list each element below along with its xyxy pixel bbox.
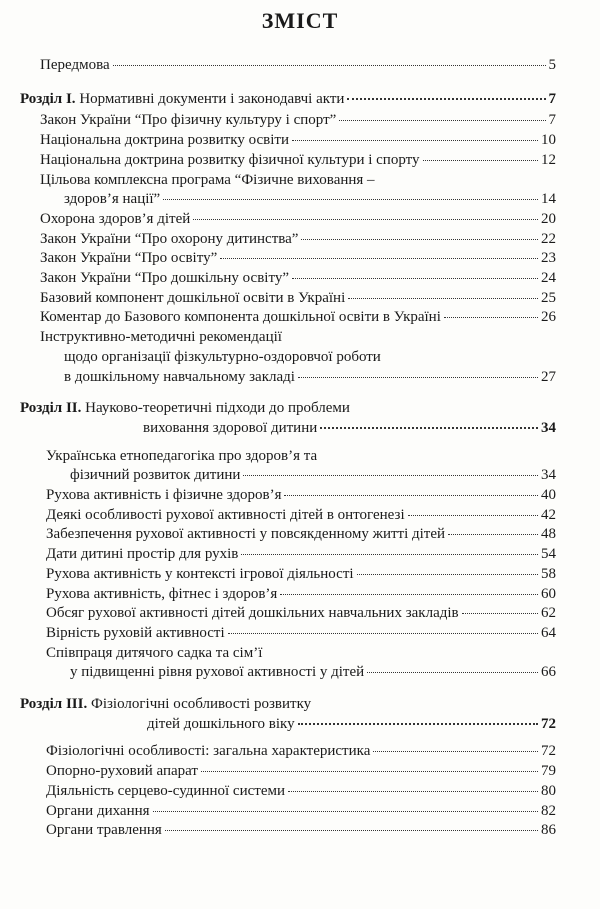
toc-entry-title [46, 525, 445, 543]
toc-entry-title [64, 368, 295, 386]
toc-entry-text: в дошкільному навчальному закладі [64, 368, 295, 385]
section-title: Нормативні документи і законодавчі акти [79, 90, 345, 107]
toc-page-number: 82 [541, 802, 556, 819]
toc-entry-title [46, 742, 370, 760]
dot-leader [357, 574, 538, 575]
intro-title: Передмова [40, 57, 110, 73]
toc-page-number: 26 [541, 309, 556, 326]
toc-entry-title [40, 269, 289, 287]
toc-entry-text: Рухова активність, фітнес і здоров’я [46, 585, 278, 602]
dot-leader [292, 140, 538, 141]
toc-entry[interactable] [46, 742, 556, 760]
dot-leader [243, 475, 538, 476]
toc-entry-text: фізичний розвиток дитини [70, 467, 241, 484]
toc-entry-title [46, 762, 198, 780]
dot-leader [367, 672, 538, 673]
toc-entry[interactable] [46, 545, 556, 563]
toc-page-number: 66 [541, 664, 556, 681]
toc-entry-text: щодо організації фізкультурно-оздоровчої роботи [64, 348, 381, 365]
dot-leader [220, 258, 538, 259]
toc-entry[interactable] [40, 289, 556, 307]
toc-section-heading[interactable] [20, 90, 556, 108]
toc-entry-title [40, 289, 345, 307]
toc-entry[interactable] [40, 210, 556, 228]
toc-entry-title [40, 230, 298, 248]
toc-entry-title [46, 486, 281, 504]
dot-leader [292, 278, 538, 279]
dot-leader [301, 239, 538, 240]
dot-leader [280, 594, 538, 595]
dot-leader [153, 811, 538, 812]
dot-leader [444, 317, 538, 318]
toc-page-number: 62 [541, 605, 556, 622]
section-label: Розділ III. [20, 696, 88, 712]
toc-page-number: 79 [541, 763, 556, 780]
toc-page-number: 58 [541, 565, 556, 582]
toc-page-number: 12 [541, 151, 556, 168]
toc-entry-text: Рухова активність і фізичне здоров’я [46, 487, 282, 503]
toc-entry[interactable] [46, 821, 556, 839]
toc-page-number: 10 [541, 132, 556, 149]
toc-entry-text: Діяльність серцево-судинної системи [46, 782, 286, 799]
toc-page-number: 72 [541, 743, 556, 760]
toc-entry-text: Вірність руховій активності [46, 624, 225, 641]
toc-entry-text: Національна доктрина розвитку фізичної культури і спорту [40, 151, 420, 168]
toc-entry[interactable] [40, 151, 556, 169]
toc-entry-title [46, 624, 225, 642]
toc-page-number: 72 [541, 715, 556, 732]
toc-entry-text: Рухова активність у контексті ігрової діяльності [46, 565, 354, 582]
toc-entry-text: Закон України “Про охорону дитинства” [40, 230, 299, 247]
toc-page-number: 34 [541, 419, 556, 436]
toc-entry[interactable] [46, 506, 556, 524]
dot-leader [448, 534, 538, 535]
toc-entry-text: Охорона здоров’я дітей [40, 210, 191, 227]
toc-entry-line [40, 171, 375, 189]
toc-entry-text: Органи травлення [46, 822, 162, 839]
toc-entry[interactable] [46, 565, 556, 583]
toc-entry-text: Коментар до Базового компонента дошкільної освіти в Україні [40, 309, 441, 326]
dot-leader [113, 65, 546, 66]
dot-leader [284, 495, 538, 496]
toc-entry-text: Забезпечення рухової активності у повсякденному житті дітей [46, 526, 446, 543]
toc-entry[interactable] [40, 230, 556, 248]
dot-leader [347, 98, 545, 100]
toc-entry-title [46, 565, 354, 583]
toc-entry-text: Цільова комплексна програма “Фізичне виховання – [40, 171, 375, 188]
toc-entry-title [143, 419, 317, 437]
section-title: Науково-теоретичні підходи до проблеми [85, 400, 350, 417]
toc-entry[interactable] [70, 466, 556, 484]
toc-page-number: 20 [541, 210, 556, 227]
toc-entry[interactable] [40, 249, 556, 267]
dot-leader [462, 613, 538, 614]
toc-entry[interactable] [46, 486, 556, 504]
toc-entry-text: Національна доктрина розвитку освіти [40, 132, 289, 149]
toc-entry[interactable] [64, 368, 556, 386]
toc-page-number: 27 [541, 368, 556, 385]
toc-entry[interactable] [46, 525, 556, 543]
toc-page-number: 60 [541, 585, 556, 602]
toc-entry[interactable] [40, 269, 556, 287]
toc-entry-title [40, 308, 441, 326]
toc-entry-title [46, 585, 277, 603]
dot-leader [165, 830, 538, 831]
dot-leader [339, 120, 545, 121]
toc-entry-text: Закон України “Про дошкільну освіту” [40, 270, 289, 286]
toc-page-number: 54 [541, 546, 556, 563]
dot-leader [241, 554, 538, 555]
toc-entry-title [46, 782, 285, 800]
toc-entry-text: здоров’я нації” [64, 191, 161, 208]
toc-entry-line [46, 644, 262, 662]
toc-entry-line [20, 695, 311, 713]
toc-entry[interactable] [46, 585, 556, 603]
toc-entry-title [20, 90, 344, 108]
toc-entry[interactable] [64, 190, 556, 208]
toc-page-number: 5 [548, 57, 556, 73]
toc-entry-title [46, 604, 459, 622]
toc-entry-title [40, 210, 190, 228]
toc-entry-text: Українська етнопедагогіка про здоров’я та [46, 447, 318, 464]
toc-page-number: 86 [541, 822, 556, 839]
toc-entry-title [147, 715, 295, 733]
toc-entry-text: у підвищенні рівня рухової активності у дітей [70, 664, 365, 681]
toc-entry-title [40, 111, 336, 129]
toc-page-number: 34 [541, 467, 556, 484]
dot-leader [288, 791, 538, 792]
dot-leader [298, 723, 538, 725]
section-label: Розділ II. [20, 400, 82, 417]
toc-entry-title [70, 663, 364, 681]
toc-entry-text: Співпраця дитячого садка та сім’ї [46, 644, 263, 661]
dot-leader [348, 298, 538, 299]
toc-entry[interactable] [46, 624, 556, 642]
toc-page-number: 48 [541, 526, 556, 543]
toc-entry[interactable] [46, 802, 556, 820]
toc-entry[interactable] [70, 663, 556, 681]
toc-page-number: 14 [541, 191, 556, 208]
toc-entry[interactable] [46, 762, 556, 780]
toc-entry-title [40, 56, 110, 74]
dot-leader [320, 427, 538, 429]
toc-entry-line [40, 328, 282, 346]
toc-entry[interactable] [40, 56, 556, 74]
toc-entry-text: Дати дитині простір для рухів [46, 546, 239, 563]
toc-page-number: 23 [541, 250, 556, 267]
toc-entry-text: Закон України “Про освіту” [40, 250, 218, 267]
toc-entry-text: Фізіологічні особливості: загальна характеристика [46, 743, 371, 760]
dot-leader [298, 377, 538, 378]
toc-section-heading[interactable] [147, 715, 556, 733]
dot-leader [201, 771, 538, 772]
toc-entry-text: Деякі особливості рухової активності дітей в онтогенезі [46, 506, 405, 523]
toc-page-number: 42 [541, 506, 556, 523]
toc-page-number: 25 [541, 289, 556, 306]
toc-entry-text: Органи дихання [46, 802, 150, 819]
toc-entry[interactable] [46, 782, 556, 800]
toc-entry[interactable] [40, 308, 556, 326]
toc-entry-title [46, 545, 238, 563]
toc-page-number: 64 [541, 624, 556, 641]
toc-page-number: 22 [541, 230, 556, 247]
dot-leader [228, 633, 538, 634]
section-title: Фізіологічні особливості розвитку [90, 696, 312, 712]
toc-entry-title [46, 802, 150, 820]
toc-entry-title [40, 151, 420, 169]
toc-entry-text: Опорно-руховий апарат [46, 763, 198, 780]
section-label: Розділ І. [20, 90, 76, 107]
toc-entry-title [46, 506, 405, 524]
toc-entry-text: Інструктивно-методичні рекомендації [40, 329, 282, 346]
toc-entry[interactable] [46, 604, 556, 622]
dot-leader [423, 160, 539, 161]
toc-entry-title [40, 249, 217, 267]
toc-entry-title [40, 131, 289, 149]
dot-leader [373, 751, 538, 752]
toc-page-number: 80 [541, 782, 556, 799]
toc-entry[interactable] [40, 131, 556, 149]
toc-entry-line [64, 348, 381, 366]
toc-entry[interactable] [40, 111, 556, 129]
toc-entry-title [46, 821, 162, 839]
toc-page-number: 24 [541, 270, 556, 286]
toc-page-number: 7 [548, 90, 556, 107]
toc-entry-text: Закон України “Про фізичну культуру і спорт” [40, 112, 337, 129]
toc-entry-title [70, 466, 240, 484]
toc-entry-line [20, 399, 350, 417]
toc-entry-text: Базовий компонент дошкільної освіти в Україні [40, 289, 346, 306]
page-title: ЗМІСТ [261, 8, 339, 33]
dot-leader [408, 515, 538, 516]
section-title: виховання здорової дитини [143, 419, 318, 436]
dot-leader [193, 219, 538, 220]
toc-section-heading[interactable] [143, 419, 556, 437]
toc-page-number: 7 [548, 112, 556, 129]
toc-entry-line [46, 447, 317, 465]
toc-entry-title [64, 190, 160, 208]
toc-entry-text: Обсяг рухової активності дітей дошкільних навчальних закладів [46, 605, 459, 622]
section-title: дітей дошкільного віку [147, 715, 295, 732]
dot-leader [163, 199, 538, 200]
toc-page-number: 40 [541, 487, 556, 503]
